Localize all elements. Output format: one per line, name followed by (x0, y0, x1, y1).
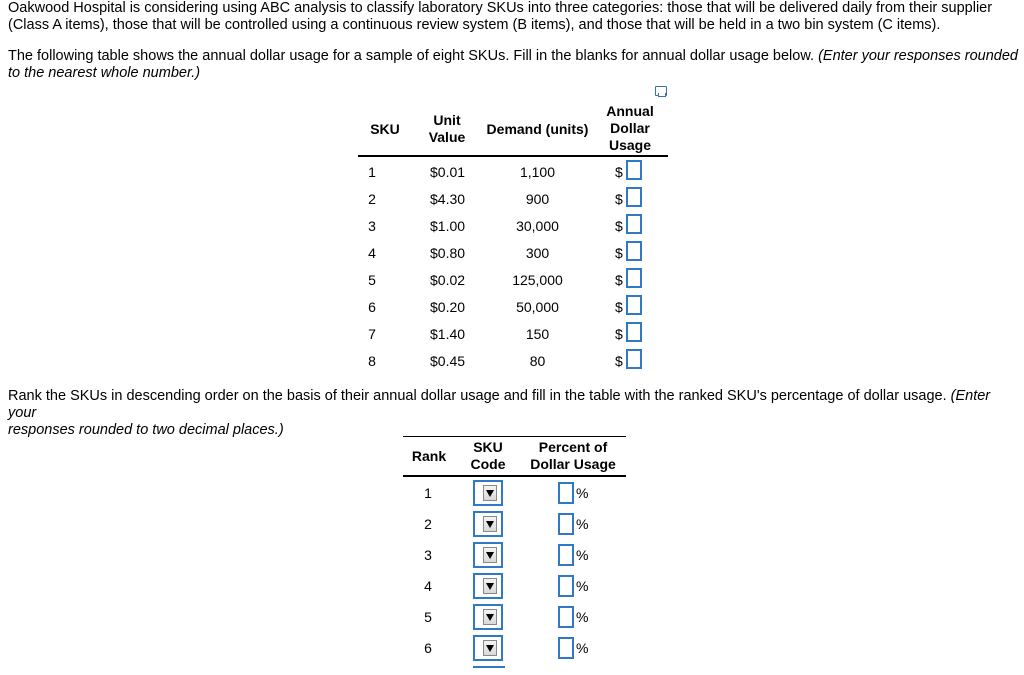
instruction-2-text: Rank the SKUs in descending order on the basis of their annual dollar usage and fill in the table with the ranked SKU's percentage of dollar usage. (8, 388, 947, 404)
percent-symbol: % (576, 609, 589, 625)
instruction-1 (8, 48, 1020, 82)
chevron-down-icon[interactable] (483, 640, 497, 656)
table2-header-rule (403, 475, 626, 477)
rank-cell: 6 (424, 640, 432, 656)
header-sku: SKU (370, 121, 400, 137)
sku-code-dropdown[interactable] (473, 573, 503, 599)
sku-cell: 8 (368, 353, 376, 369)
instruction-2 (8, 388, 1020, 439)
annual-dollar-usage-input[interactable] (626, 160, 642, 180)
demand-cell: 150 (525, 326, 550, 342)
rank-cell: 1 (424, 485, 432, 501)
unit-value-cell: $0.45 (430, 353, 466, 369)
currency-symbol: $ (615, 272, 623, 288)
rank-cell: 4 (424, 578, 432, 594)
percent-symbol: % (576, 578, 589, 594)
percent-usage-input[interactable] (558, 513, 574, 535)
rank-cell: 2 (424, 516, 432, 532)
demand-cell: 900 (525, 191, 550, 207)
sku-cell: 4 (368, 245, 376, 261)
annual-dollar-usage-input[interactable] (626, 349, 642, 369)
chevron-down-icon[interactable] (483, 516, 497, 532)
sku-code-dropdown[interactable] (473, 635, 503, 661)
unit-value-cell: $4.30 (430, 191, 466, 207)
unit-value-cell: $0.20 (430, 299, 466, 315)
sku-cell: 5 (368, 272, 376, 288)
table1-header-rule (358, 155, 668, 157)
sku-cell: 7 (368, 326, 376, 342)
instruction-1-note: (Enter your responses rounded to the nearest whole number.) (8, 48, 1018, 81)
sku-code-dropdown[interactable] (473, 542, 503, 568)
header-annual-dollar-usage: Annual Dollar Usage (606, 103, 654, 153)
percent-symbol: % (576, 485, 589, 501)
sku-code-dropdown[interactable] (473, 604, 503, 630)
chevron-down-icon[interactable] (483, 485, 497, 501)
percent-usage-input[interactable] (558, 544, 574, 566)
currency-symbol: $ (615, 299, 623, 315)
sku-code-dropdown[interactable] (473, 511, 503, 537)
unit-value-cell: $0.02 (430, 272, 466, 288)
currency-symbol: $ (615, 353, 623, 369)
table2-top-rule (403, 436, 626, 437)
annual-dollar-usage-input[interactable] (626, 322, 642, 342)
annual-dollar-usage-input[interactable] (626, 187, 642, 207)
header-rank: Rank (411, 448, 447, 464)
instruction-2-note: (Enter your responses rounded to two decimal places.) (8, 388, 991, 438)
annual-dollar-usage-input[interactable] (626, 268, 642, 288)
percent-symbol: % (576, 547, 589, 563)
intro-text (8, 0, 1020, 34)
rank-cell: 5 (424, 609, 432, 625)
copy-to-clipboard-icon[interactable] (655, 86, 667, 96)
annual-dollar-usage-input[interactable] (626, 214, 642, 234)
sku-cell: 2 (368, 191, 376, 207)
chevron-down-icon[interactable] (483, 547, 497, 563)
header-demand: Demand (units) (486, 121, 589, 137)
percent-usage-input[interactable] (558, 482, 574, 504)
currency-symbol: $ (615, 164, 623, 180)
percent-usage-input[interactable] (558, 637, 574, 659)
demand-cell: 300 (525, 245, 550, 261)
cut-off-dropdown-edge (473, 666, 505, 668)
header-unit-value: Unit Value (428, 112, 466, 145)
intro-line-2: (Class A items), those that will be controlled using a continuous review system (B items), and those that will be held in a two bin system (C items). (8, 17, 941, 33)
currency-symbol: $ (615, 191, 623, 207)
currency-symbol: $ (615, 326, 623, 342)
percent-usage-input[interactable] (558, 606, 574, 628)
instruction-1-text: The following table shows the annual dollar usage for a sample of eight SKUs. Fill in the blanks for annual dollar usage below. (8, 48, 815, 64)
unit-value-cell: $0.01 (430, 164, 466, 180)
demand-cell: 80 (529, 353, 546, 369)
header-percent-dollar-usage: Percent of Dollar Usage (530, 439, 616, 472)
chevron-down-icon[interactable] (483, 578, 497, 594)
sku-code-dropdown[interactable] (473, 480, 503, 506)
chevron-down-icon[interactable] (483, 609, 497, 625)
currency-symbol: $ (615, 245, 623, 261)
intro-line-1: Oakwood Hospital is considering using ABC analysis to classify laboratory SKUs into three categories: those that will be delivered daily from their supplier (8, 0, 993, 16)
sku-cell: 3 (368, 218, 376, 234)
demand-cell: 125,000 (512, 272, 563, 288)
annual-dollar-usage-input[interactable] (626, 295, 642, 315)
demand-cell: 30,000 (516, 218, 559, 234)
unit-value-cell: $1.40 (430, 326, 466, 342)
unit-value-cell: $0.80 (430, 245, 466, 261)
rank-cell: 3 (424, 547, 432, 563)
annual-dollar-usage-input[interactable] (626, 241, 642, 261)
sku-cell: 1 (368, 164, 376, 180)
percent-symbol: % (576, 640, 589, 656)
demand-cell: 50,000 (516, 299, 559, 315)
sku-cell: 6 (368, 299, 376, 315)
percent-symbol: % (576, 516, 589, 532)
unit-value-cell: $1.00 (430, 218, 466, 234)
currency-symbol: $ (615, 218, 623, 234)
percent-usage-input[interactable] (558, 575, 574, 597)
header-sku-code: SKU Code (470, 439, 506, 472)
demand-cell: 1,100 (519, 164, 556, 180)
